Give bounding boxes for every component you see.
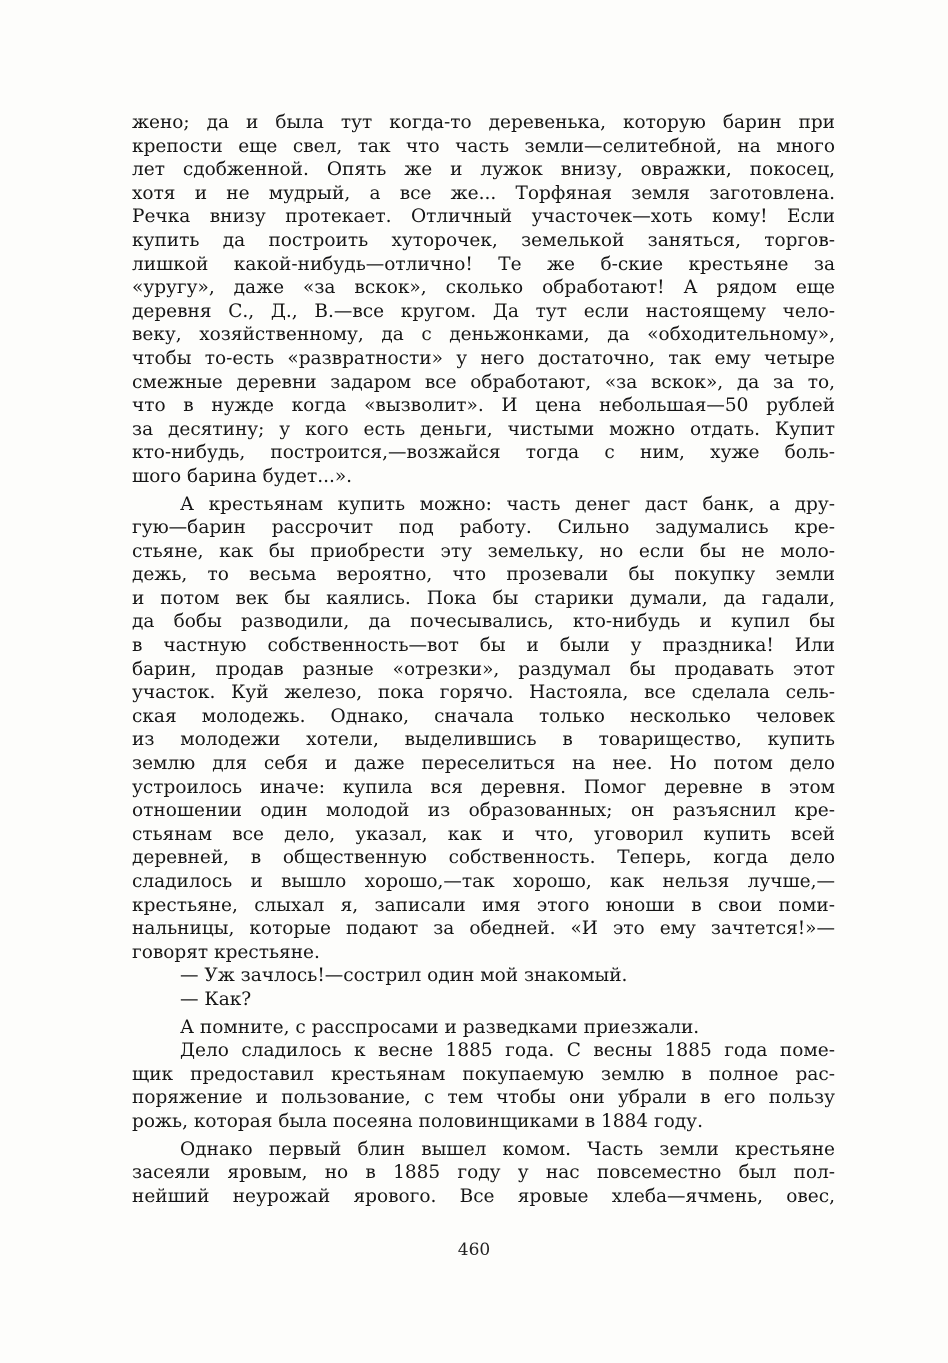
text-line: кто-нибудь, построится,—возжайся тогда с ним, хуже боль-	[132, 442, 835, 464]
paragraph	[132, 111, 835, 489]
text-line: Речка внизу протекает. Отличный участочек—хоть кому! Если	[132, 206, 835, 228]
text-line: что в нужде когда «вызволит». И цена небольшая—50 рублей	[132, 395, 835, 417]
text-line: сладилось и вышло хорошо,—так хорошо, как нельзя лучше,—	[132, 871, 835, 892]
text-line: лет сдобженной. Опять же и лужок внизу, овражки, покосец,	[132, 159, 835, 181]
paragraph	[132, 1039, 835, 1133]
text-line: нейший неурожай ярового. Все яровые хлеба—ячмень, овес,	[132, 1185, 835, 1207]
text-line: — Как?	[180, 988, 252, 1010]
text-line: А крестьянам купить можно: часть денег даст банк, а дру-	[180, 493, 835, 515]
text-line: дежь, то весьма вероятно, что прозевали бы покупку земли	[132, 564, 835, 586]
text-line: говорят крестьяне.	[132, 941, 320, 963]
text-line: гую—барин рассрочит под работу. Сильно задумались кре-	[132, 517, 835, 539]
text-line: щик предоставил крестьянам покупаемую землю в полное рас-	[132, 1063, 835, 1085]
paragraph	[132, 1138, 835, 1209]
text-line: — Уж зачлось!—сострил один мой знакомый.	[180, 965, 628, 987]
text-line: жено; да и была тут когда-то деревенька, которую барин при	[132, 112, 835, 133]
text-line: нальницы, которые подают за обедней. «И это ему зачтется!»—	[132, 918, 835, 940]
text-line: поряжение и пользование, с тем чтобы они убрали в его пользу	[132, 1087, 835, 1109]
text-line: веку, хозяйственному, да с деньжонками, да «обходительному»,	[132, 324, 835, 346]
text-line: да бобы разводили, да почесывались, кто-нибудь и купил бы	[132, 611, 835, 633]
text-line: деревня С., Д., В.—все кругом. Да тут если настоящему чело-	[132, 300, 835, 322]
text-line: стьяне, как бы приобрести эту земельку, но если бы не моло-	[132, 540, 835, 562]
text-line: в частную собственность—вот бы и были у праздника! Или	[132, 635, 835, 657]
paragraph	[132, 493, 835, 965]
text-line: из молодежи хотели, выделившись в товарищество, купить	[132, 729, 835, 751]
text-line: купить да построить хуторочек, земелькой заняться, торгов-	[132, 229, 835, 251]
text-line: за десятину; у кого есть деньги, чистыми можно отдать. Купит	[132, 418, 835, 440]
text-line: крестьяне, слыхал я, записали имя этого юноши в свои поми-	[132, 894, 835, 916]
text-line: участок. Куй железо, пока горячо. Настояла, все сделала сель-	[132, 682, 835, 704]
text-line: барин, продав разные «отрезки», раздумал бы продавать этот	[132, 658, 835, 680]
text-line: и потом век бы каялись. Пока бы старики думали, да гадали,	[132, 587, 835, 609]
text-line: отношении один молодой из образованных; он разъяснил кре-	[132, 800, 835, 822]
paragraph	[132, 964, 835, 988]
text-line: хотя и не мудрый, а все же... Торфяная земля заготовлена.	[132, 182, 835, 204]
paragraph	[132, 1016, 835, 1040]
text-line: землю для себя и даже переселиться на нее. Но потом дело	[132, 753, 835, 775]
paragraph	[132, 988, 835, 1012]
text-line: ская молодежь. Однако, сначала только несколько человек	[132, 705, 835, 727]
text-line: Дело сладилось к весне 1885 года. С весны 1885 года поме-	[180, 1040, 835, 1062]
page-number: 460	[457, 1240, 491, 1260]
text-line: смежные деревни задаром все обработают, «за вскок», да за то,	[132, 371, 835, 393]
text-line: стьянам все дело, указал, как и что, уговорил купить всей	[132, 823, 835, 845]
text-line: устроилось иначе: купила вся деревня. Помог деревне в этом	[132, 776, 835, 798]
text-line: лишкой какой-нибудь—отлично! Те же б-ские крестьяне за	[132, 253, 835, 275]
body-text	[132, 111, 835, 1208]
text-line: рожь, которая была посеяна половинщиками в 1884 году.	[132, 1110, 703, 1132]
text-line: засеяли яровым, но в 1885 году у нас повсеместно был пол-	[132, 1162, 835, 1184]
text-line: деревней, в общественную собственность. Теперь, когда дело	[132, 847, 835, 869]
text-line: чтобы то-есть «развратности» у него достаточно, так ему четыре	[132, 347, 835, 369]
text-line: шого барина будет...».	[132, 465, 353, 487]
text-line: Однако первый блин вышел комом. Часть земли крестьяне	[180, 1138, 835, 1160]
text-line: «уругу», даже «за вскок», сколько обработают! А рядом еще	[132, 277, 835, 299]
text-line: А помните, с расспросами и разведками приезжали.	[180, 1016, 700, 1038]
text-line: крепости еще свел, так что часть земли—селитебной, на много	[132, 135, 835, 157]
